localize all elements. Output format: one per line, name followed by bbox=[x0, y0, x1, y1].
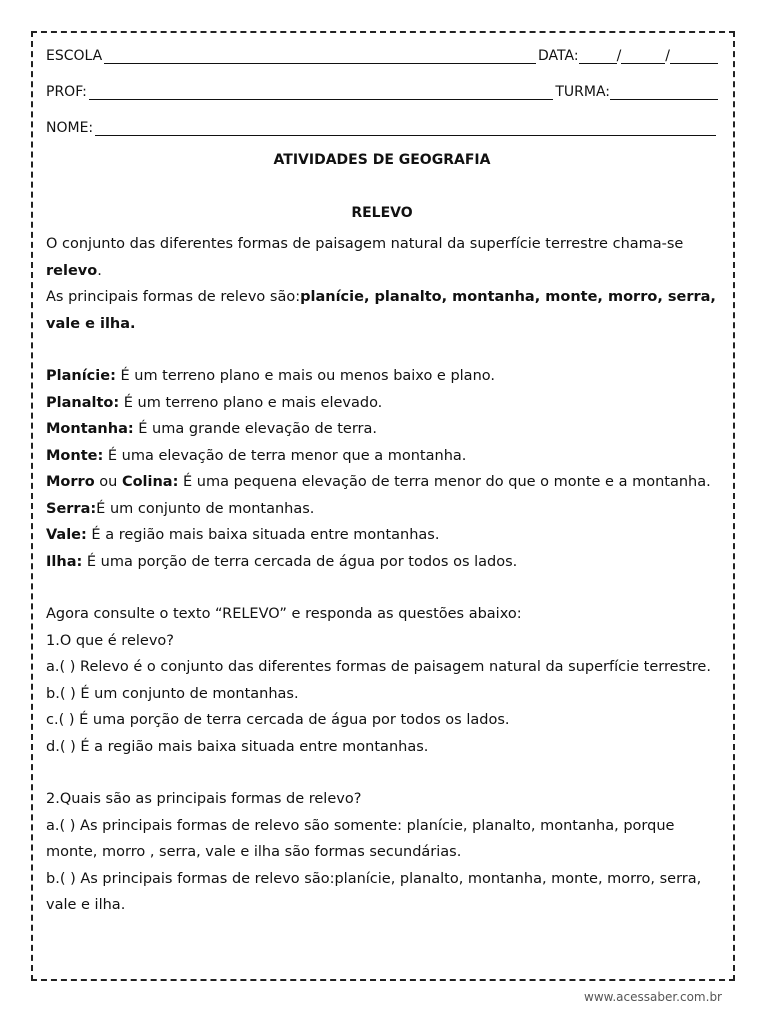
footer-url: www.acessaber.com.br bbox=[584, 990, 722, 1004]
definition bbox=[46, 522, 718, 549]
question-2: 2.Quais são as principais formas de relevo? bbox=[46, 791, 362, 807]
definition-term: Vale: bbox=[46, 527, 87, 543]
q1-option-b[interactable]: b.( ) É um conjunto de montanhas. bbox=[46, 685, 299, 702]
definition bbox=[46, 390, 718, 417]
definition-text: É uma pequena elevação de terra menor do que o monte e a montanha. bbox=[178, 474, 711, 490]
definition bbox=[46, 549, 718, 576]
q1-option-c[interactable]: c.( ) É uma porção de terra cercada de água por todos os lados. bbox=[46, 712, 510, 728]
definition bbox=[46, 443, 718, 470]
content bbox=[46, 231, 718, 919]
definition bbox=[46, 496, 718, 523]
forms-text: As principais formas de relevo são: bbox=[46, 289, 301, 305]
definition bbox=[46, 416, 718, 443]
definition-term: Colina: bbox=[121, 474, 179, 490]
definition-connector: ou bbox=[94, 474, 122, 490]
page-title: ATIVIDADES DE GEOGRAFIA bbox=[273, 152, 491, 168]
prof-label: PROF: bbox=[46, 84, 87, 100]
definition-term: Ilha: bbox=[46, 553, 83, 570]
definition-term: Morro bbox=[46, 474, 95, 490]
definition-text: É uma grande elevação de terra. bbox=[133, 421, 378, 437]
intro-text: O conjunto das diferentes formas de paisagem natural da superfície terrestre chama-se bbox=[46, 236, 684, 252]
intro-bold: relevo bbox=[46, 262, 98, 279]
definition bbox=[46, 363, 718, 390]
q2-option-a[interactable]: a.( ) As principais formas de relevo são somente: planície, planalto, montanha, porque monte, morro , serra, vale e ilha são formas secundárias. bbox=[46, 817, 675, 860]
definition-text: É um conjunto de montanhas. bbox=[96, 500, 315, 517]
q1-option-d[interactable]: d.( ) É a região mais baixa situada entre montanhas. bbox=[46, 738, 429, 755]
turma-label: TURMA: bbox=[555, 84, 610, 100]
definition-term: Montanha: bbox=[46, 421, 134, 437]
definition-term: Serra: bbox=[46, 500, 97, 517]
q2-option-b[interactable]: b.( ) As principais formas de relevo são:planície, planalto, montanha, monte, morro, serra, vale e ilha. bbox=[46, 870, 702, 913]
escola-field[interactable] bbox=[104, 49, 536, 64]
date-separator: / bbox=[616, 48, 622, 64]
nome-label: NOME: bbox=[46, 120, 94, 136]
forms-paragraph bbox=[46, 284, 718, 337]
section-title: RELEVO bbox=[351, 205, 413, 221]
intro-paragraph bbox=[46, 231, 718, 284]
definition-term: Monte: bbox=[46, 447, 104, 464]
definition-text: É uma elevação de terra menor que a montanha. bbox=[103, 447, 467, 464]
escola-row bbox=[46, 44, 718, 64]
escola-label: ESCOLA bbox=[46, 48, 103, 64]
forms-list: planície, planalto, montanha, monte, morro, serra, vale e ilha. bbox=[46, 289, 716, 332]
intro-end: . bbox=[97, 262, 102, 279]
question-1: 1.O que é relevo? bbox=[46, 632, 174, 649]
date-year-field[interactable] bbox=[670, 49, 718, 64]
definition-text: É uma porção de terra cercada de água por todos os lados. bbox=[82, 553, 518, 570]
prof-field[interactable] bbox=[89, 85, 553, 100]
definition-text: É a região mais baixa situada entre montanhas. bbox=[86, 527, 440, 543]
data-label: DATA: bbox=[538, 48, 579, 64]
date-day-field[interactable] bbox=[579, 49, 617, 64]
definition-text: É um terreno plano e mais elevado. bbox=[119, 394, 383, 411]
nome-row bbox=[46, 116, 718, 136]
definition-term: Planície: bbox=[46, 368, 116, 384]
definition-text: É um terreno plano e mais ou menos baixo e plano. bbox=[115, 368, 495, 384]
turma-field[interactable] bbox=[610, 85, 718, 100]
prof-row bbox=[46, 80, 718, 100]
date-separator: / bbox=[665, 48, 670, 64]
nome-field[interactable] bbox=[95, 121, 716, 136]
definition-morro bbox=[46, 469, 718, 496]
instructions: Agora consulte o texto “RELEVO” e responda as questões abaixo: bbox=[46, 606, 522, 622]
date-month-field[interactable] bbox=[621, 49, 665, 64]
q1-option-a[interactable]: a.( ) Relevo é o conjunto das diferentes formas de paisagem natural da superfície terrestre. bbox=[46, 659, 711, 675]
definition-term: Planalto: bbox=[46, 394, 120, 411]
